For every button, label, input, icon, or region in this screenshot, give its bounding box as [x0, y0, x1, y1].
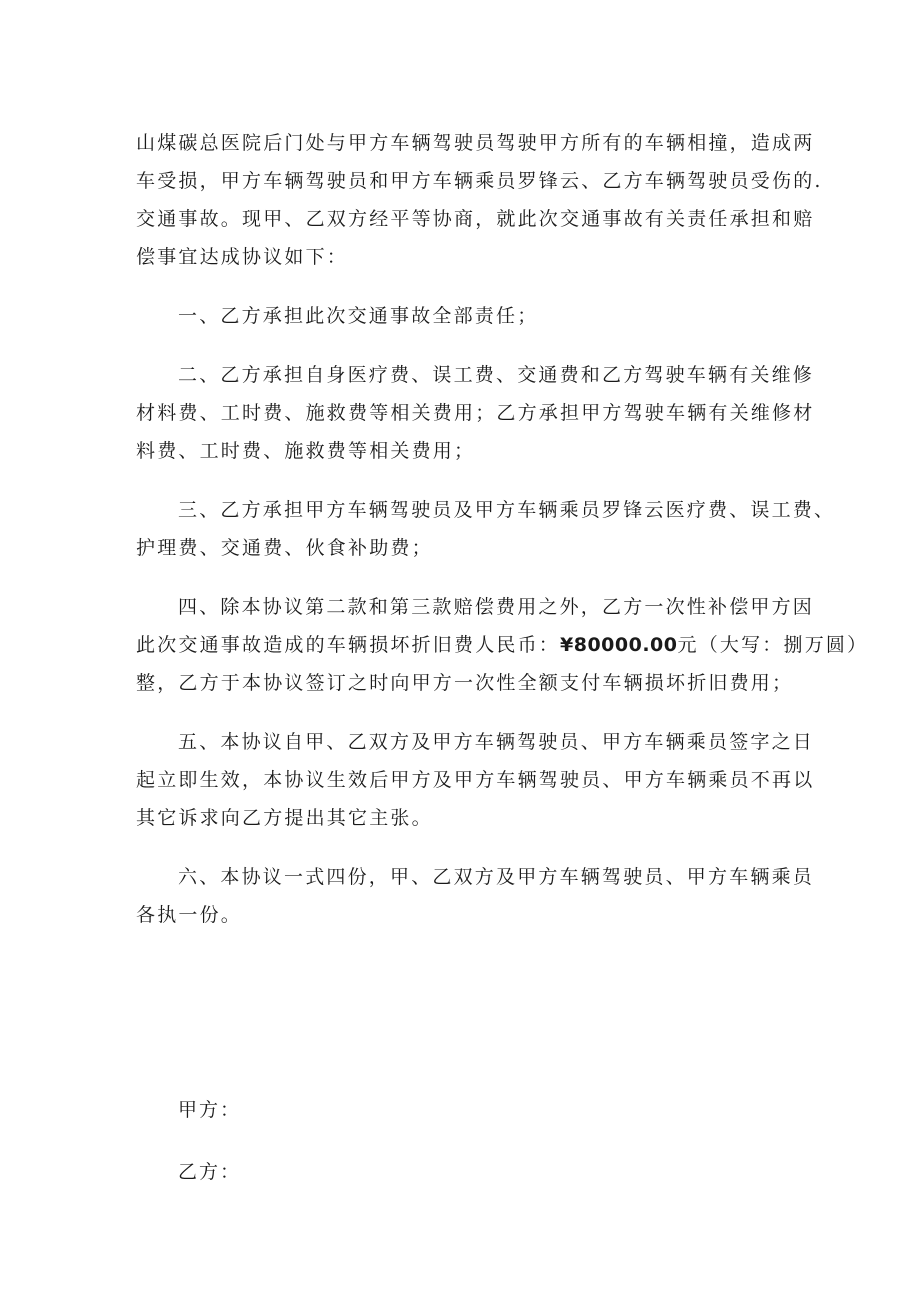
clause-1-line-1: 一、乙方承担此次交通事故全部责任； [178, 305, 539, 327]
clause-2-line-2: 材料费、工时费、施救费等相关费用；乙方承担甲方驾驶车辆有关维修材 [136, 402, 815, 424]
intro-paragraph [136, 124, 823, 276]
clause-4 [136, 588, 869, 702]
clause-4-line-2 [136, 626, 869, 664]
clause-5-line-1: 五、本协议自甲、乙双方及甲方车辆驾驶员、甲方车辆乘员签字之日 [178, 731, 815, 753]
clause-6 [136, 858, 815, 934]
intro-line-4: 偿事宜达成协议如下： [136, 246, 349, 268]
clause-2-line-1: 二、乙方承担自身医疗费、误工费、交通费和乙方驾驶车辆有关维修 [178, 364, 815, 386]
compensation-amount: ¥80000.00 [560, 634, 678, 656]
clause-1 [136, 297, 796, 335]
clause-4-line-2-prefix: 此次交通事故造成的车辆损坏折旧费人民币： [136, 634, 561, 656]
clause-5-line-2: 起立即生效，本协议生效后甲方及甲方车辆驾驶员、甲方车辆乘员不再以 [136, 769, 815, 791]
clause-2-line-3: 料费、工时费、施救费等相关费用； [136, 440, 476, 462]
clause-6-line-1: 六、本协议一式四份，甲、乙双方及甲方车辆驾驶员、甲方车辆乘员 [178, 866, 815, 888]
clause-6-line-2: 各执一份。 [136, 904, 243, 926]
clause-3-line-1: 三、乙方承担甲方车辆驾驶员及甲方车辆乘员罗锋云医疗费、误工费、 [178, 499, 836, 521]
clause-4-line-1: 四、除本协议第二款和第三款赔偿费用之外，乙方一次性补偿甲方因 [178, 596, 815, 618]
agreement-body [136, 124, 869, 955]
party-a-signature-label: 甲方： [178, 1099, 242, 1121]
clause-4-line-2-suffix: 元（大写：捌万圆） [677, 634, 869, 656]
clause-2 [136, 356, 815, 470]
party-b-signature-label: 乙方： [178, 1161, 242, 1183]
clause-4-line-3: 整，乙方于本协议签订之时向甲方一次性全额支付车辆损坏折旧费用； [136, 672, 794, 694]
intro-line-1: 山煤碳总医院后门处与甲方车辆驾驶员驾驶甲方所有的车辆相撞，造成两 [136, 132, 815, 154]
clause-5 [136, 723, 815, 837]
clause-3-line-2: 护理费、交通费、伙食补助费； [136, 537, 433, 559]
intro-line-3: 交通事故。现甲、乙双方经平等协商，就此次交通事故有关责任承担和赔 [136, 208, 815, 230]
intro-line-2: 车受损，甲方车辆驾驶员和甲方车辆乘员罗锋云、乙方车辆驾驶员受伤的. [136, 170, 823, 192]
clause-5-line-3: 其它诉求向乙方提出其它主张。 [136, 807, 433, 829]
clause-3 [136, 491, 836, 567]
